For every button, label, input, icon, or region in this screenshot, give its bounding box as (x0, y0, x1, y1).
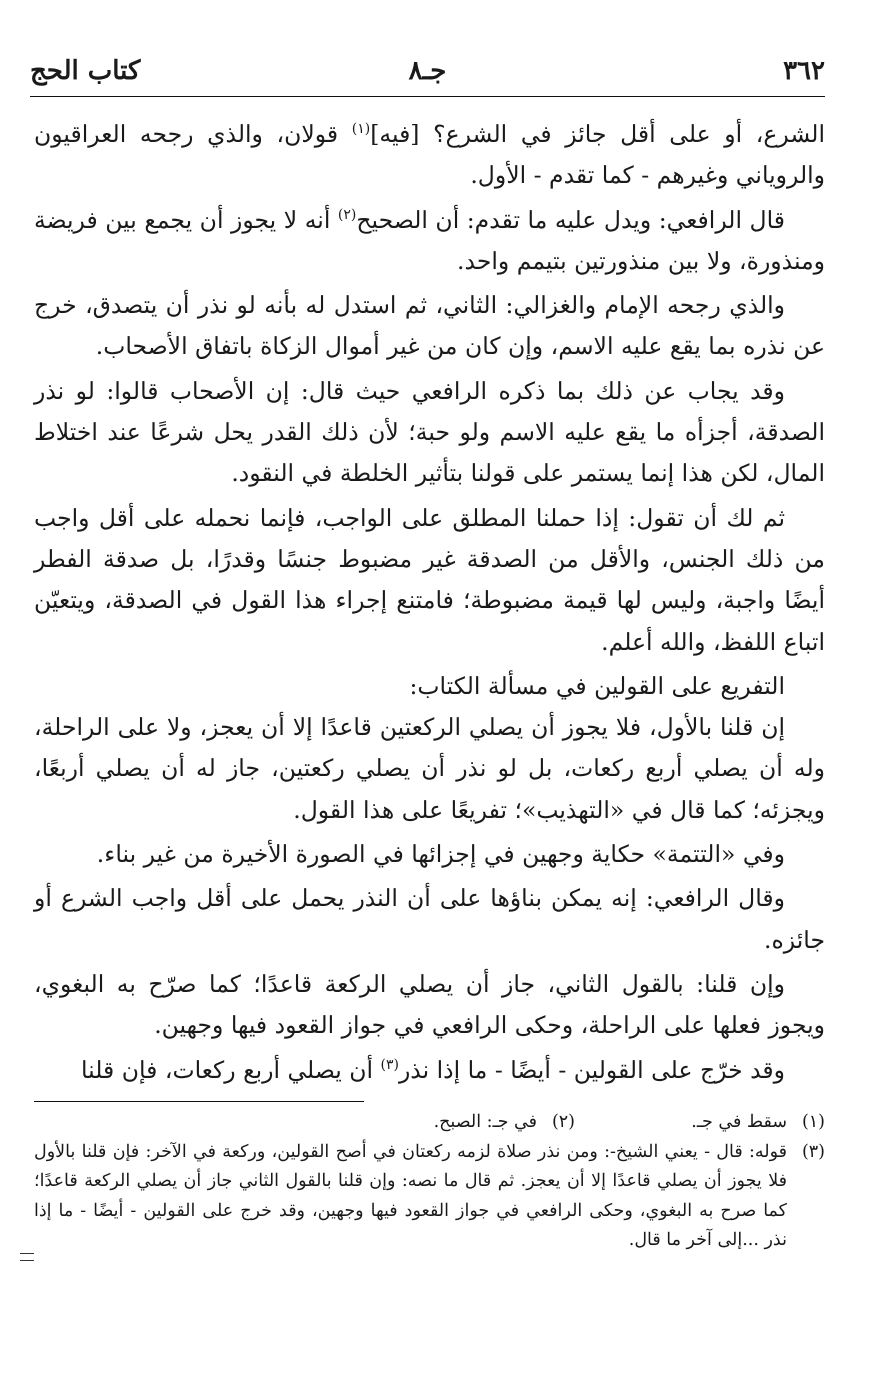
main-text (34, 114, 825, 1091)
footnotes (34, 1108, 825, 1256)
paragraph: وفي «التتمة» حكاية وجهين في إجزائها في الصورة الأخيرة من غير بناء. (96, 840, 785, 869)
book-title: كتاب الحج (30, 56, 141, 86)
running-header (30, 52, 825, 97)
footnote-ref-1: (١) (351, 121, 371, 138)
footnote-ref-2: (٢) (337, 206, 357, 223)
footnote-row (34, 1108, 825, 1138)
margin-mark (20, 1253, 34, 1261)
footnote-separator (34, 1101, 364, 1102)
paragraph: وإن قلنا: بالقول الثاني، جاز أن يصلي الركعة قاعدًا؛ كما صرّح به البغوي، ويجوز فعلها على الراحلة، وحكى الرافعي في جواز القعود فيها وجهين. (34, 969, 825, 1040)
footnote-2: (٢)في جـ: الصبح. (433, 1112, 575, 1132)
section-heading: التفريع على القولين في مسألة الكتاب: (409, 671, 785, 700)
footnote-ref-3: (٣) (380, 1056, 399, 1073)
paragraph: الشرع، أو على أقل جائز في الشرع؟ [فيه]$^{(١)}$ قولان، والذي رجحه العراقيون والروياني وغيرهم - كما تقدم - الأول. (34, 120, 825, 190)
paragraph: وقد خرّج على القولين - أيضًا - ما إذا نذر$^{(٣)}$ أن يصلي أربع ركعات، فإن قلنا (81, 1055, 785, 1084)
paragraph: والذي رجحه الإمام والغزالي: الثاني، ثم استدل له بأنه لو نذر أن يتصدق، خرج عن نذره بما يقع عليه الاسم، وإن كان من غير أموال الزكاة باتفاق الأصحاب. (34, 291, 825, 361)
footnote-1: (١)سقط في جـ. (691, 1112, 825, 1132)
page-number: ٣٦٢ (783, 56, 825, 86)
paragraph: قال الرافعي: ويدل عليه ما تقدم: أن الصحيح$^{(٢)}$ أنه لا يجوز أن يجمع بين فريضة ومنذورة، ولا بين منذورتين بتيمم واحد. (34, 205, 825, 275)
paragraph: إن قلنا بالأول، فلا يجوز أن يصلي الركعتين قاعدًا إلا أن يعجز، ولا على الراحلة، وله أن يصلي أربع ركعات، بل لو نذر أن يصلي ركعتين، جاز له أن يصلي أربعًا، ويجزئه؛ كما قال في «التهذيب»؛ تفريعًا على هذا القول. (34, 713, 825, 824)
footnote-3: (٣) قوله: قال - يعني الشيخ-: ومن نذر صلاة لزمه ركعتان في أصح القولين، وركعة في الآخر: فإن قلنا بالأول فلا يجوز أن يصلي قاعدًا إلا أن يعجز. ثم قال ما نصه: وإن قلنا بالقول الثاني جاز أن يصلي الركعة قاعدًا؛ كما صرح به البغوي، وحكى الرافعي في جواز القعود فيها وجهين، وقد خرج على القولين - أيضًا - ما إذا نذر ...إلى آخر ما قال. (34, 1141, 825, 1250)
volume-label: جـ٨ (408, 56, 447, 86)
paragraph: وقد يجاب عن ذلك بما ذكره الرافعي حيث قال: إن الأصحاب قالوا: لو نذر الصدقة، أجزأه ما يقع عليه الاسم ولو حبة؛ لأن ذلك القدر يحل شرعًا عند اختلاط المال، لكن هذا إنما يستمر على قولنا بتأثير الخلطة في النقود. (34, 376, 825, 488)
paragraph: ثم لك أن تقول: إذا حملنا المطلق على الواجب، فإنما نحمله على أقل واجب من ذلك الجنس، والأقل من الصدقة غير مضبوط جنسًا وقدرًا، بل صدقة الفطر أيضًا واجبة، وليس لها قيمة مضبوطة؛ فامتنع إجراء هذا القول في الصدقة، ويتعيّن اتباع اللفظ، والله أعلم. (34, 503, 825, 656)
paragraph: وقال الرافعي: إنه يمكن بناؤها على أن النذر يحمل على أقل واجب الشرع أو جائزه. (34, 884, 825, 954)
